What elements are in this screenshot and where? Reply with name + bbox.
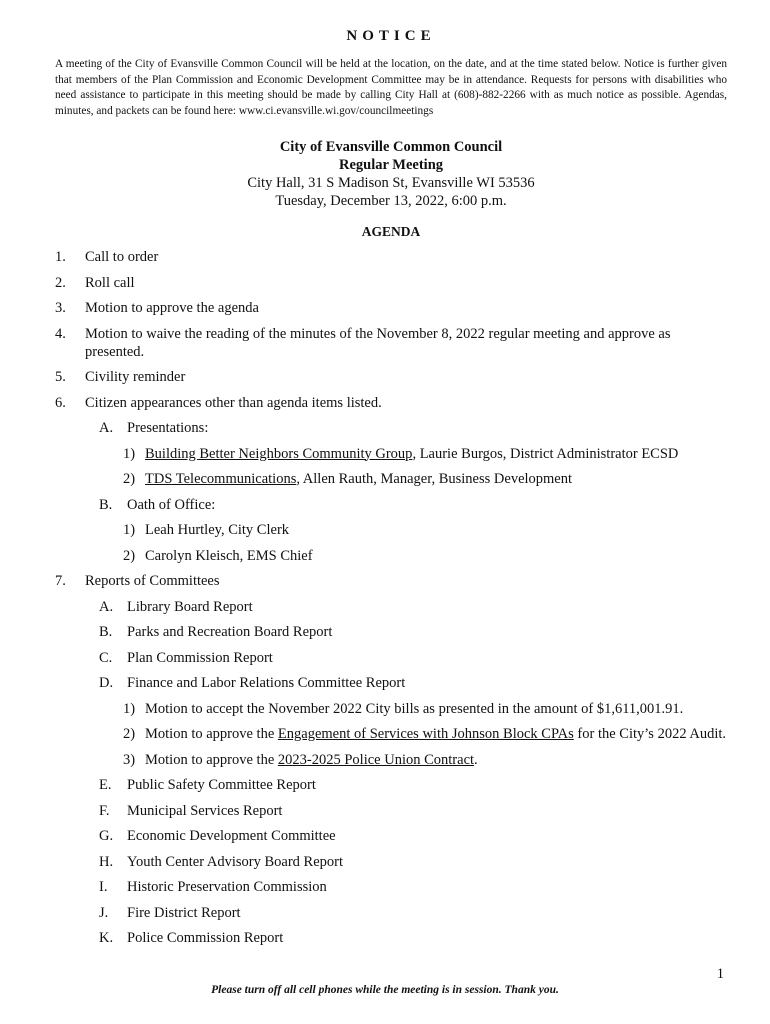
agenda-item — [55, 274, 727, 292]
sub-item-text: Library Board Report — [127, 598, 253, 615]
sub-item — [85, 776, 727, 794]
sub-sub-number: 3) — [123, 751, 136, 768]
presentation-detail: , Laurie Burgos, District Administrator ECSD — [412, 445, 679, 462]
sub-item-letter: B. — [99, 624, 113, 640]
sub-item-letter: K. — [99, 930, 114, 946]
sub-item-text: Finance and Labor Relations Committee Report — [127, 675, 406, 691]
sub-item-letter: D. — [99, 675, 114, 691]
sub-item-text: Historic Preservation Commission — [127, 879, 327, 895]
agenda-item — [55, 325, 727, 361]
item-number: 7. — [55, 573, 66, 589]
agenda-item — [55, 368, 727, 386]
item-text: Motion to waive the reading of the minutes of the November 8, 2022 regular meeting and approve as presented. — [85, 325, 671, 360]
sub-sub-item — [123, 751, 727, 769]
sub-item — [85, 878, 727, 896]
item-number: 2. — [55, 274, 66, 291]
sub-sub-text: Motion to approve the — [145, 726, 278, 742]
sub-item — [85, 929, 727, 947]
sub-item-text: Oath of Office: — [127, 496, 216, 513]
sub-sub-text: Motion to approve the — [145, 751, 278, 768]
sub-sub-item — [123, 700, 727, 718]
engagement-link[interactable]: Engagement of Services with Johnson Block CPAs — [277, 726, 574, 742]
item-number: 1. — [55, 249, 66, 265]
presentation-link-tds[interactable]: TDS Telecommunications — [145, 471, 297, 487]
item-number: 3. — [55, 300, 66, 316]
sub-list — [85, 419, 727, 565]
item-text: Civility reminder — [85, 369, 186, 385]
item-number: 6. — [55, 394, 66, 411]
police-contract-link[interactable]: 2023-2025 Police Union Contract — [277, 751, 475, 768]
sub-item-text: Presentations: — [127, 420, 209, 436]
sub-sub-number: 2) — [123, 726, 136, 742]
agenda-page — [55, 28, 727, 955]
sub-item-letter: J. — [99, 904, 109, 921]
sub-item — [85, 649, 727, 667]
sub-item-letter: I. — [99, 879, 108, 895]
sub-sub-text: Motion to accept the November 2022 City bills as presented in the amount of $1,611,001.91. — [145, 700, 684, 717]
item-text: Call to order — [85, 249, 159, 265]
sub-item-text: Youth Center Advisory Board Report — [127, 853, 344, 870]
meeting-body-name: City of Evansville Common Council — [279, 139, 503, 155]
agenda-item — [55, 394, 727, 565]
sub-item-letter: A. — [99, 420, 114, 436]
sub-item-text: Plan Commission Report — [127, 649, 273, 666]
sub-sub-number: 1) — [123, 522, 136, 538]
sub-item — [85, 623, 727, 641]
sub-item-letter: E. — [99, 777, 112, 793]
sub-item-letter: F. — [99, 802, 110, 819]
sub-item — [85, 853, 727, 871]
agenda-title: AGENDA — [361, 224, 421, 239]
item-text: Reports of Committees — [85, 573, 220, 589]
sub-item-text: Fire District Report — [127, 904, 241, 921]
item-text: Roll call — [85, 274, 135, 291]
sub-item-text: Municipal Services Report — [127, 802, 283, 819]
agenda-list — [55, 248, 727, 947]
sub-item-text: Parks and Recreation Board Report — [127, 624, 333, 640]
sub-item — [85, 827, 727, 845]
item-number: 5. — [55, 369, 66, 385]
sub-list — [85, 598, 727, 948]
sub-sub-number: 1) — [123, 700, 136, 717]
agenda-item — [55, 248, 727, 266]
notice-body: A meeting of the City of Evansville Common Council will be held at the location, on the date, and at the time stated below. Notice is further given that members of the Plan Commission and Economic Development Committee may be in attendance. Requests for persons with disabilities who need assistance to participate in this meeting should be made by calling City Hall at (608)-882-2266 with as much notice as possible. Agendas, minutes, and packets can be found here: www.ci.evansville.wi.gov/councilmeetings — [55, 58, 727, 117]
sub-item-text: Police Commission Report — [127, 930, 284, 946]
sub-sub-number: 1) — [123, 445, 136, 462]
agenda-item — [55, 572, 727, 947]
sub-sub-text: Carolyn Kleisch, EMS Chief — [145, 547, 313, 564]
meeting-header — [55, 138, 727, 210]
sub-sub-text-rest: . — [474, 751, 478, 768]
sub-item-letter: C. — [99, 649, 113, 666]
item-text: Citizen appearances other than agenda items listed. — [85, 394, 382, 411]
sub-sub-item — [123, 445, 727, 463]
agenda-item — [55, 299, 727, 317]
sub-item-letter: A. — [99, 598, 114, 615]
sub-sub-number: 2) — [123, 547, 136, 564]
sub-sub-item — [123, 470, 727, 488]
sub-item-letter: H. — [99, 853, 114, 870]
sub-item — [85, 674, 727, 769]
meeting-datetime: Tuesday, December 13, 2022, 6:00 p.m. — [275, 193, 507, 209]
item-number: 4. — [55, 325, 66, 342]
page-number: 1 — [716, 966, 724, 982]
sub-item-letter: B. — [99, 496, 113, 513]
sub-sub-list — [123, 521, 727, 565]
meeting-location: City Hall, 31 S Madison St, Evansville WI 53536 — [247, 175, 535, 191]
item-text: Motion to approve the agenda — [85, 300, 259, 316]
sub-sub-list — [123, 700, 727, 769]
sub-item-text: Public Safety Committee Report — [127, 777, 316, 793]
sub-item-letter: G. — [99, 828, 114, 844]
sub-item — [85, 904, 727, 922]
sub-sub-item — [123, 725, 727, 743]
notice-title: NOTICE — [346, 28, 436, 44]
sub-item — [85, 496, 727, 565]
presentation-link-bbn[interactable]: Building Better Neighbors Community Group — [145, 445, 413, 462]
meeting-type: Regular Meeting — [338, 157, 444, 173]
sub-item — [85, 419, 727, 488]
presentation-detail: , Allen Rauth, Manager, Business Development — [296, 471, 573, 487]
sub-item — [85, 598, 727, 616]
sub-sub-item — [123, 521, 727, 539]
sub-item — [85, 802, 727, 820]
sub-sub-item — [123, 547, 727, 565]
sub-sub-text-rest: for the City’s 2022 Audit. — [573, 726, 727, 742]
sub-sub-list — [123, 445, 727, 489]
sub-item-text: Economic Development Committee — [127, 828, 336, 844]
sub-sub-number: 2) — [123, 471, 136, 487]
footer-note: Please turn off all cell phones while the meeting is in session. Thank you. — [211, 984, 559, 996]
sub-sub-text: Leah Hurtley, City Clerk — [145, 522, 290, 538]
